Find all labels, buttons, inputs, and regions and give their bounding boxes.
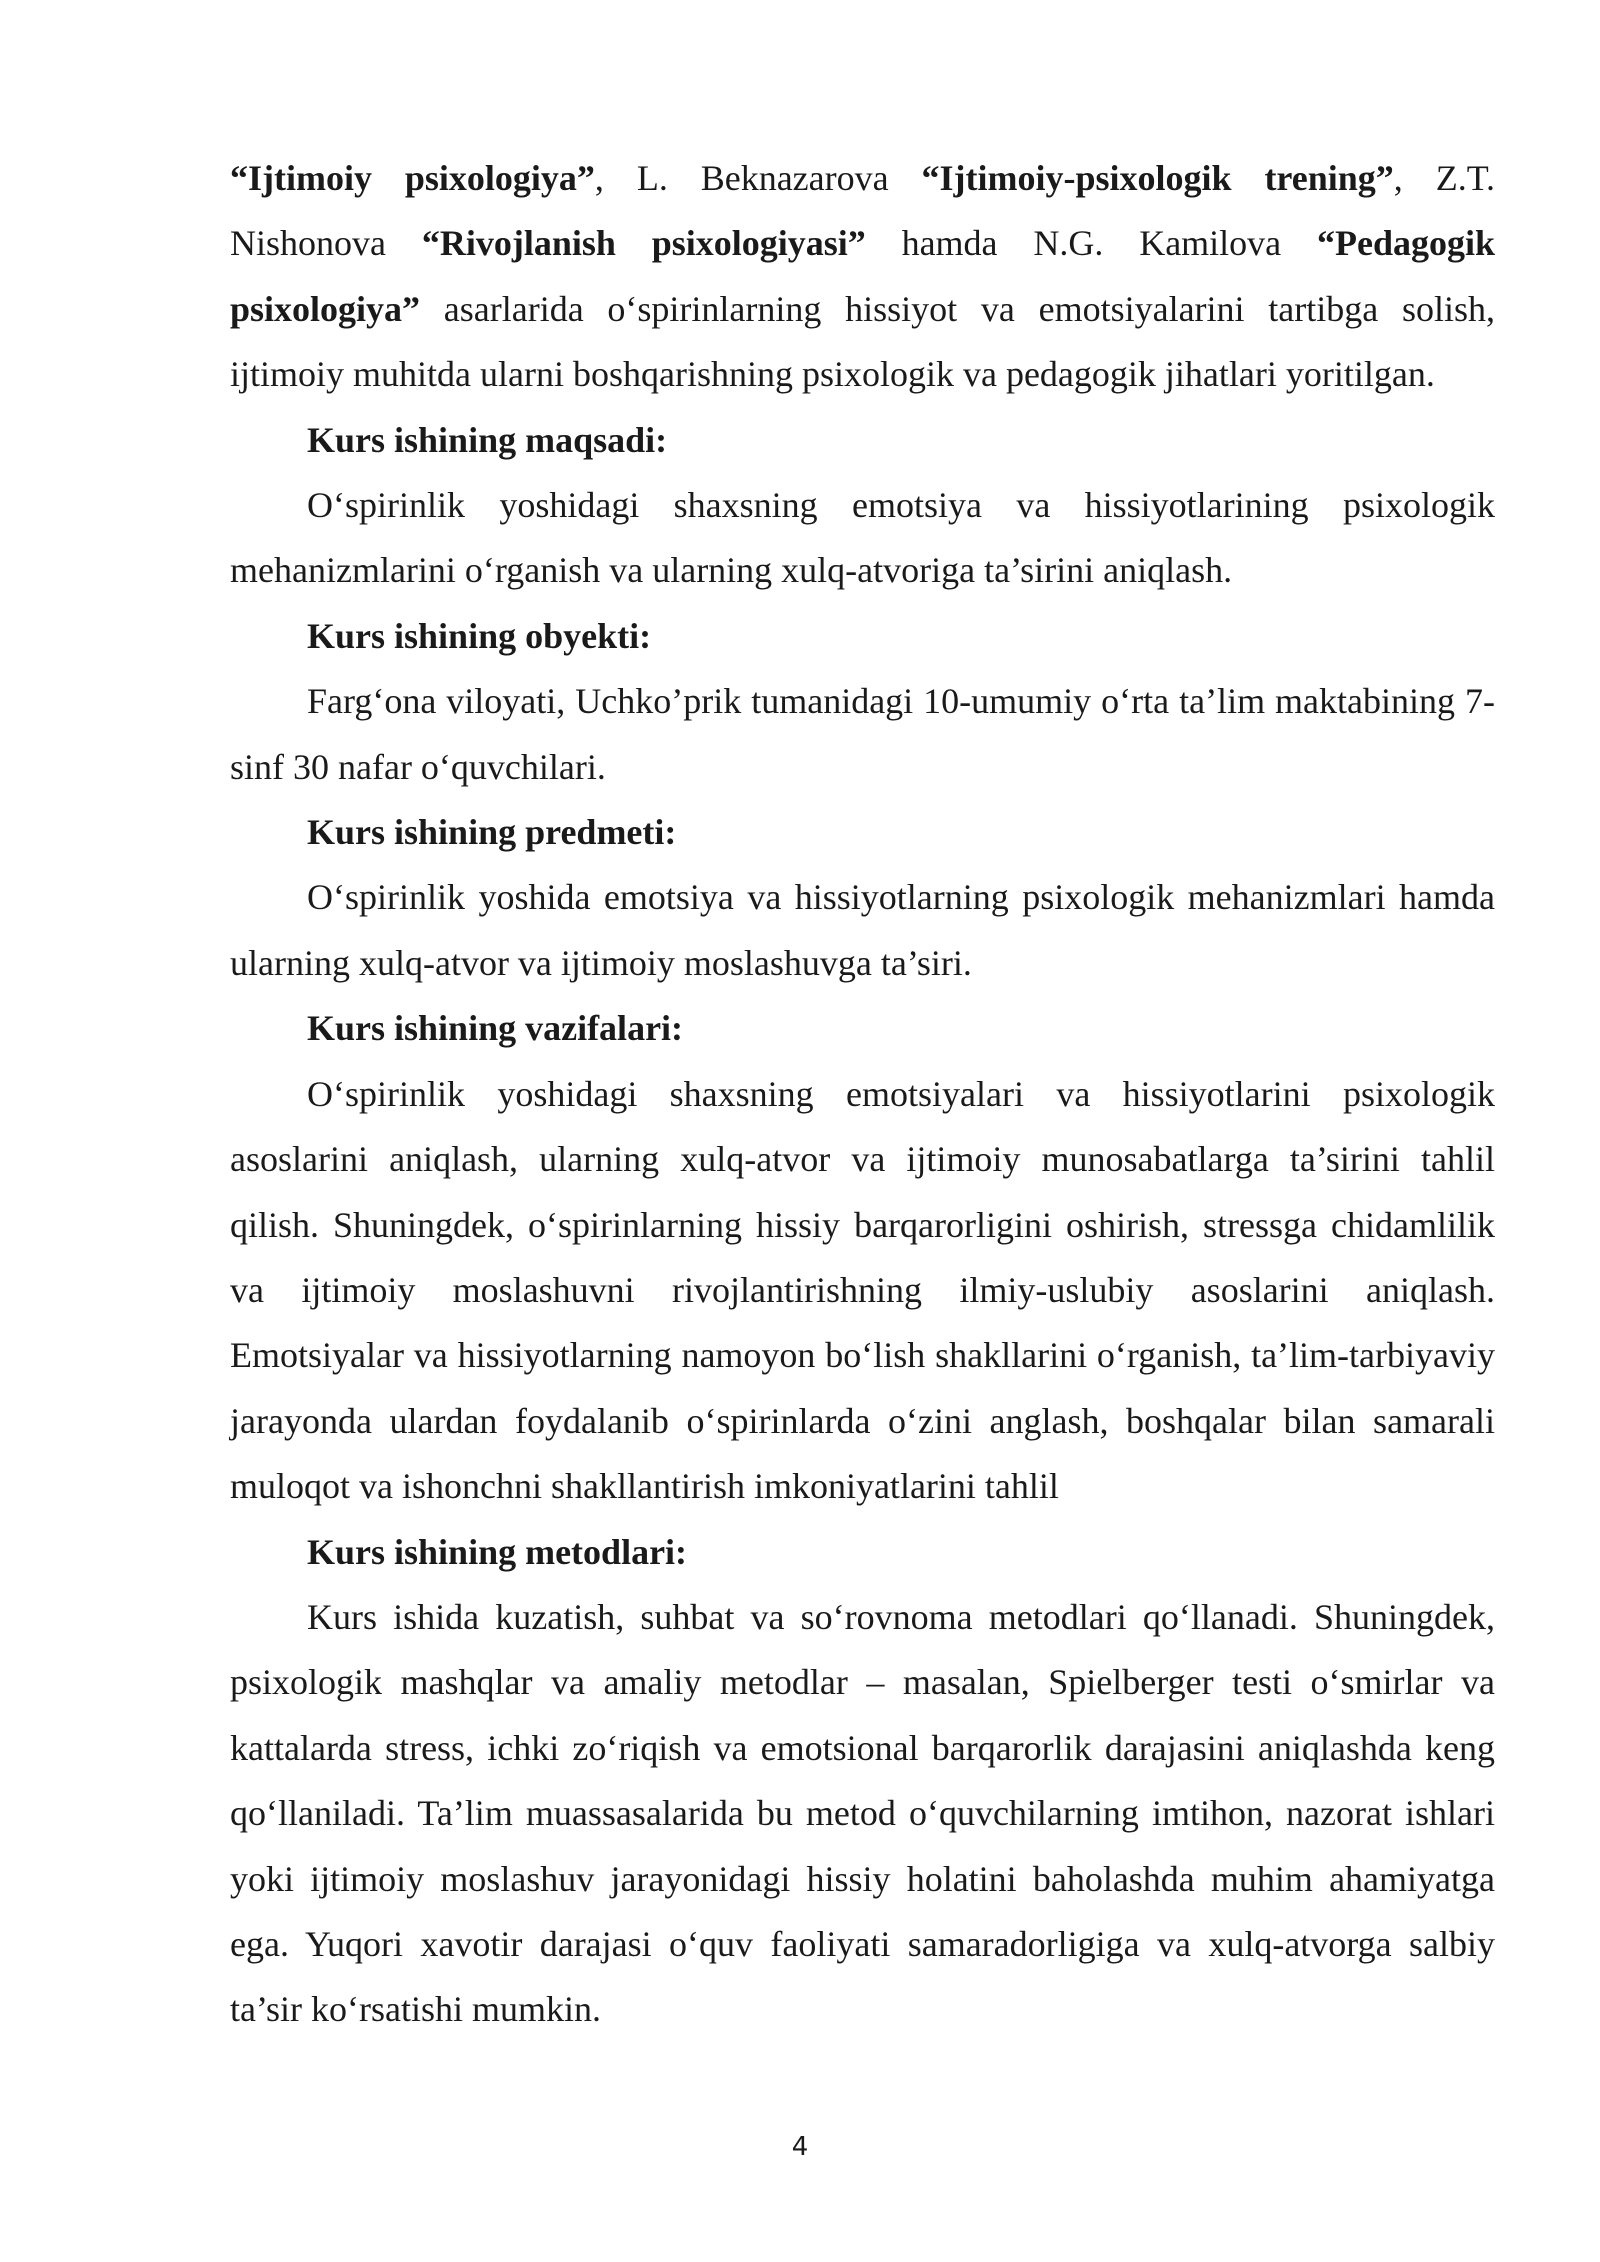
section-body-predmeti: O‘spirinlik yoshida emotsiya va hissiyotlarning psixologik mehanizmlari hamda ularning xulq-atvor va ijtimoiy moslashuvga ta’siri. <box>230 877 1495 983</box>
intro-paragraph <box>230 146 1495 408</box>
intro-text: , Z.T. Nishonova <box>230 158 1496 264</box>
section-body-metodlari: Kurs ishida kuzatish, suhbat va so‘rovnoma metodlari qo‘llanadi. Shuningdek, psixologik mashqlar va amaliy metodlar – masalan, Spielberger testi o‘smirlar va kattalarda stress, ichki zo‘riqish va emotsional barqarorlik darajasini aniqlashda keng qo‘llaniladi. Ta’lim muassasalarida bu metod o‘quvchilarning imtihon, nazorat ishlari yoki ijtimoiy moslashuv jarayonidagi hissiy holatini baholashda muhim ahamiyatga ega. Yuqori xavotir darajasi o‘quv faoliyati samaradorligiga va xulq-atvorga salbiy ta’sir ko‘rsatishi mumkin. <box>230 1596 1495 2030</box>
page-number: 4 <box>791 2132 809 2162</box>
intro-text: hamda N.G. Kamilova <box>865 223 1317 264</box>
intro-text: asarlarida o‘spirinlarning hissiyot va emotsiyalarini tartibga solish, ijtimoiy muhitda ularni boshqarishning psixologik va pedagogik jihatlari yoritilgan. <box>230 288 1495 395</box>
section-heading-predmeti: Kurs ishining predmeti: <box>307 812 677 853</box>
book-title-ijtimoiy-psixologik-trening: “Ijtimoiy-psixologik trening” <box>921 158 1394 198</box>
book-title-ijtimoiy-psixologiya: “Ijtimoiy psixologiya” <box>230 158 595 198</box>
section-heading-vazifalari: Kurs ishining vazifalari: <box>307 1008 684 1049</box>
document-page <box>230 146 1495 2043</box>
book-title-pedagogik-psixologiya: “Pedagogik psixologiya” <box>230 223 1495 329</box>
intro-text: , L. Beknazarova <box>594 158 922 198</box>
section-body-obyekti: Farg‘ona viloyati, Uchko’prik tumanidagi 10-umumiy o‘rta ta’lim maktabining 7-sinf 30 nafar o‘quvchilari. <box>230 681 1495 787</box>
section-heading-metodlari: Kurs ishining metodlari: <box>307 1531 688 1572</box>
section-body-vazifalari: O‘spirinlik yoshidagi shaxsning emotsiyalari va hissiyotlarini psixologik asoslarini aniqlash, ularning xulq-atvor va ijtimoiy munosabatlarga ta’sirini tahlil qilish. Shuningdek, o‘spirinlarning hissiy barqarorligini oshirish, stressga chidamlilik va ijtimoiy moslashuvni rivojlantirishning ilmiy-uslubiy asoslarini aniqlash. Emotsiyalar va hissiyotlarning namoyon bo‘lish shakllarini o‘rganish, ta’lim-tarbiyaviy jarayonda ulardan foydalanib o‘spirinlarda o‘zini anglash, boshqalar bilan samarali muloqot va ishonchni shakllantirish imkoniyatlarini tahlil <box>230 1073 1495 1507</box>
book-title-rivojlanish-psixologiyasi: “Rivojlanish psixologiyasi” <box>421 223 866 264</box>
section-heading-obyekti: Kurs ishining obyekti: <box>307 615 652 656</box>
section-body-maqsadi: O‘spirinlik yoshidagi shaxsning emotsiya va hissiyotlarining psixologik mehanizmlarini o‘rganish va ularning xulq-atvoriga ta’sirini aniqlash. <box>230 485 1495 591</box>
section-heading-maqsadi: Kurs ishining maqsadi: <box>307 419 668 460</box>
